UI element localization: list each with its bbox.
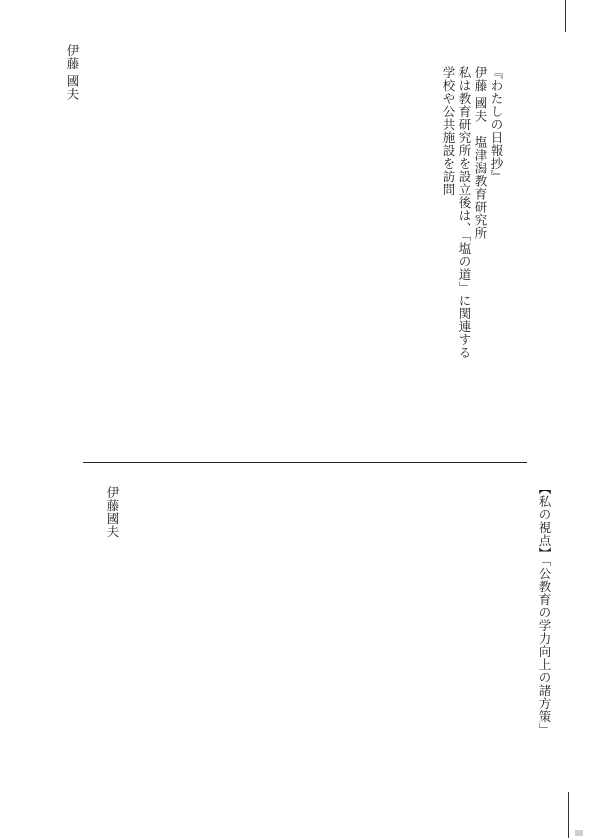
- article-bottom-header: [536, 482, 552, 782]
- scan-edge-line: [565, 0, 566, 32]
- scan-corner-mark: [575, 830, 583, 836]
- article-top-byline: 伊藤 國夫 塩津潟教育研究所: [473, 66, 488, 240]
- article-top-intro-line: 私は教育研究所を設立後は、「塩の道」に関連する学校や公共施設を訪問: [441, 66, 472, 359]
- article-bottom-heading: 【私の視点】「公教育の学力向上の諸方策」: [537, 482, 552, 736]
- article-bottom-signature-block: [104, 486, 120, 566]
- article-top-header: [440, 66, 504, 366]
- article-divider: [83, 462, 527, 463]
- article-bottom-signature: 伊藤國夫: [105, 486, 120, 538]
- scan-edge-line-bottom: [568, 792, 569, 838]
- article-top-signature: 伊藤 國夫: [65, 44, 80, 101]
- article-top-title: 『わたしの日報抄』: [489, 66, 504, 183]
- article-top-signature-block: [64, 44, 80, 124]
